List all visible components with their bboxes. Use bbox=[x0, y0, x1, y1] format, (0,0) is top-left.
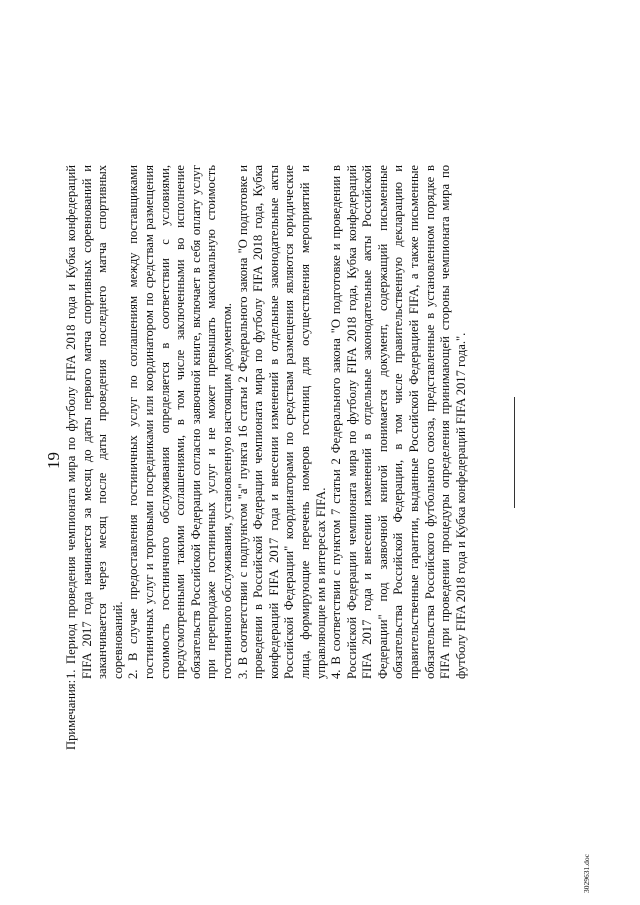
end-divider-line bbox=[514, 397, 515, 508]
notes-body bbox=[64, 165, 469, 679]
footer-document-code: 3029631.doc bbox=[582, 854, 591, 893]
note-2: 2. В случае предоставления гостиничных услуг по соглашениям между поставщиками гостиничных услуг и торговыми посредниками или координатором по средствам размещения стоимость гостиничного обслуживания определяется в соответствии с условиями, предусмотренными такими соглашениями, в том числе заключенными во исполнение обязательств Российской Федерации согласно заявочной книге, включает в себя оплату услуг при перепродаже гостиничных услуг и не может превышать максимальную стоимость гостиничного обслуживания, установленную настоящим документом. bbox=[126, 165, 234, 679]
notes-label: Примечания: bbox=[64, 679, 78, 750]
note-4: 4. В соответствии с пунктом 7 статьи 2 Федерального закона "О подготовке и проведении в Российской Федерации чемпионата мира по футболу FIFA 2018 года, Кубка конфедераций FIFA 2017 года и внесении изменений в отдельные законодательные акты Российской Федерации" под заявочной книгой понимается документ, содержащий письменные обязательства Российской Федерации, в том числе правительственную декларацию и правительственные гарантии, выданные Российской Федерацией FIFA, а также письменные обязательства Российского футбольного союза, представленные в установленном порядке в FIFA при проведении процедуры определения принимающей стороны чемпионата мира по футболу FIFA 2018 года и Кубка конфедераций FIFA 2017 года.". bbox=[329, 165, 468, 679]
note-3: 3. В соответствии с подпунктом "а" пункта 16 статьи 2 Федерального закона "О подготовке и проведении в Российской Федерации чемпионата мира по футболу FIFA 2018 года, Кубка конфедераций FIFA 2017 года и внесении изменений в отдельные законодательные акты Российской Федерации" координаторами по средствам размещения являются юридические лица, формирующие перечень номеров гостиниц для осуществления мероприятий и управляющие им в интересах FIFA. bbox=[235, 165, 328, 679]
note-1: 1. Период проведения чемпионата мира по футболу FIFA 2018 года и Кубка конфедераций FIFA 2017 года начинается за месяц до даты первого матча спортивных соревнований и заканчивается через месяц после даты проведения последнего матча спортивных соревнований. bbox=[64, 165, 125, 679]
page-number: 19 bbox=[44, 452, 63, 469]
